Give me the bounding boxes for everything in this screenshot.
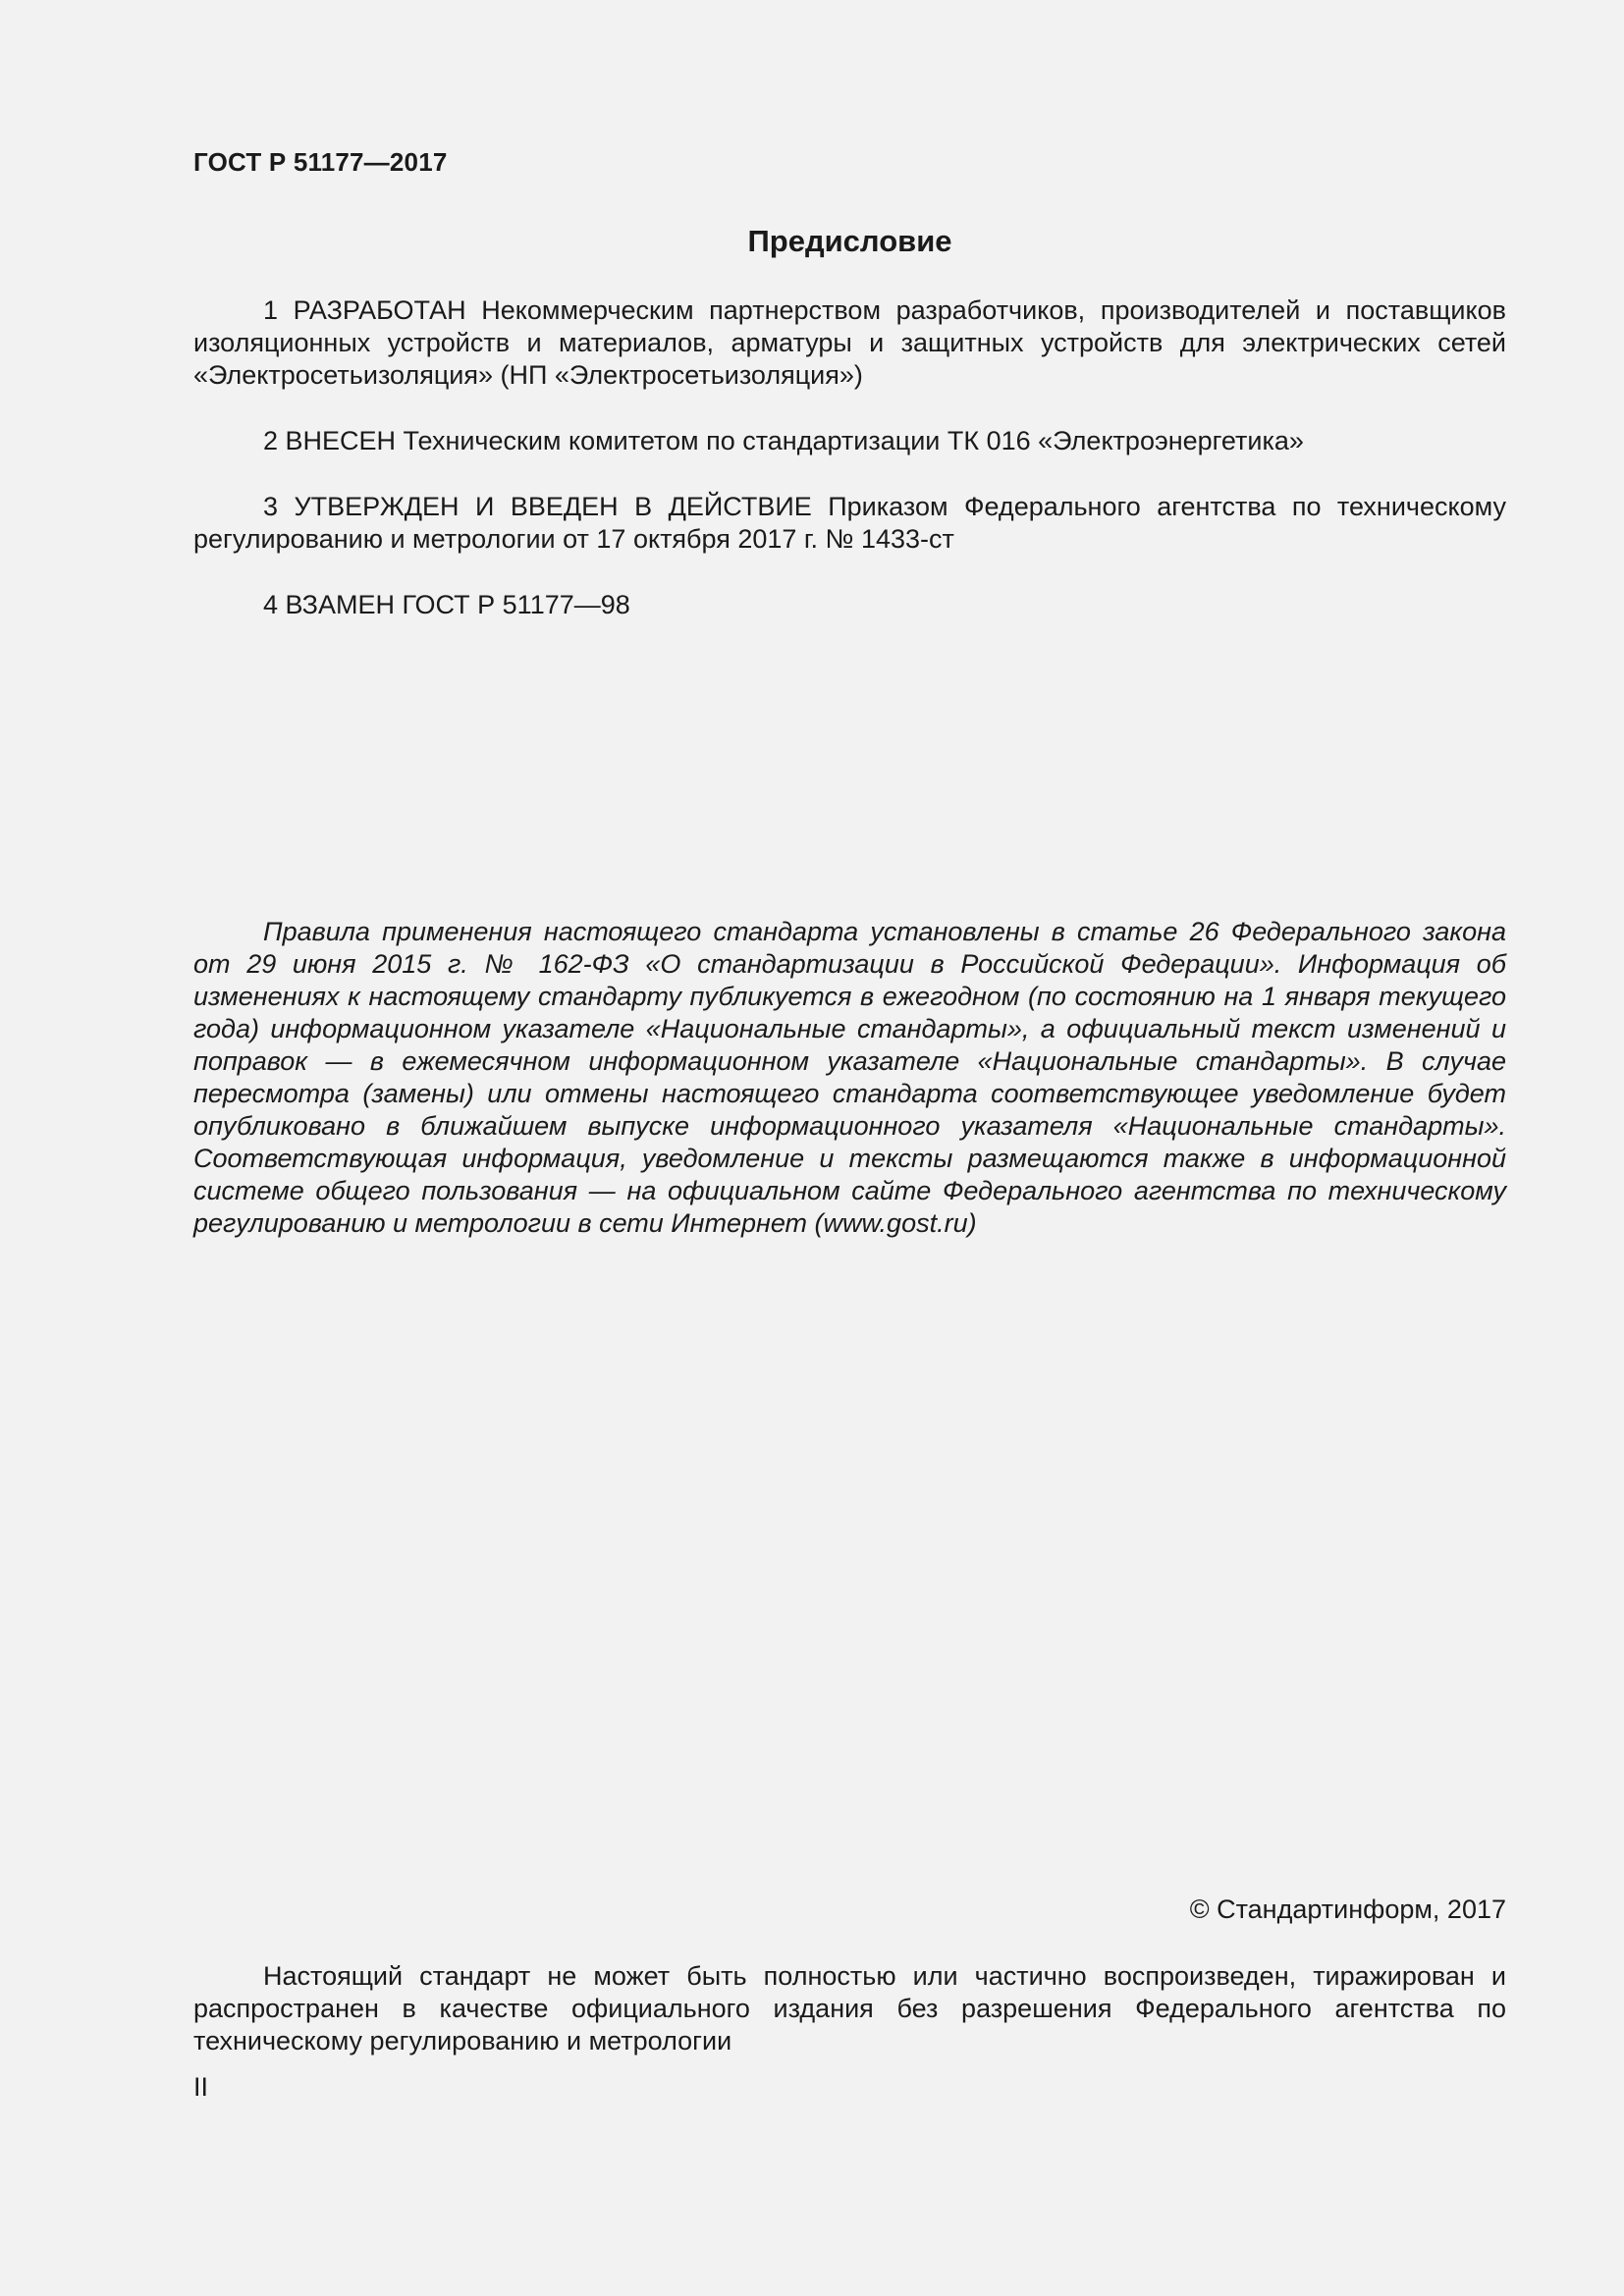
foreword-item-3: 3 УТВЕРЖДЕН И ВВЕДЕН В ДЕЙСТВИЕ Приказом Федерального агентства по техническому регулированию и метрологии от 17 октября 2017 г. № 1433-ст <box>193 492 1506 554</box>
reproduction-notice: Настоящий стандарт не может быть полностью или частично воспроизведен, тиражирован и распространен в качестве официального издания без разрешения Федерального агентства по техническому регулированию и метрологии <box>193 1961 1506 2056</box>
page-title: Предисловие <box>747 224 952 258</box>
standard-id-header: ГОСТ Р 51177—2017 <box>193 147 448 177</box>
application-rules-notice: Правила применения настоящего стандарта установлены в статье 26 Федерального закона от 29 июня 2015 г. № 162-ФЗ «О стандартизации в Российской Федерации». Информация об изменениях к настоящему стандарту публикуется в ежегодном (по состоянию на 1 января текущего года) информационном указателе «Национальные стандарты», а официальный текст изменений и поправок — в ежемесячном информационном указателе «Национальные стандарты». В случае пересмотра (замены) или отмены настоящего стандарта соответствующее уведомление будет опубликовано в ближайшем выпуске информационного указателя «Национальные стандарты». Соответствующая информация, уведомление и тексты размещаются также в информационной системе общего пользования — на официальном сайте Федерального агентства по техническому регулированию и метрологии в сети Интернет (www.gost.ru) <box>193 917 1506 1238</box>
page-number: II <box>193 2072 209 2102</box>
foreword-item-1: 1 РАЗРАБОТАН Некоммерческим партнерством разработчиков, производителей и поставщиков изоляционных устройств и материалов, арматуры и защитных устройств для электрических сетей «Электросетьизоляция» (НП «Электросетьизоляция») <box>193 295 1506 390</box>
foreword-item-4: 4 ВЗАМЕН ГОСТ Р 51177—98 <box>263 590 630 619</box>
foreword-item-2: 2 ВНЕСЕН Техническим комитетом по стандартизации ТК 016 «Электроэнергетика» <box>263 426 1304 455</box>
copyright-line: © Стандартинформ, 2017 <box>1189 1895 1506 1924</box>
